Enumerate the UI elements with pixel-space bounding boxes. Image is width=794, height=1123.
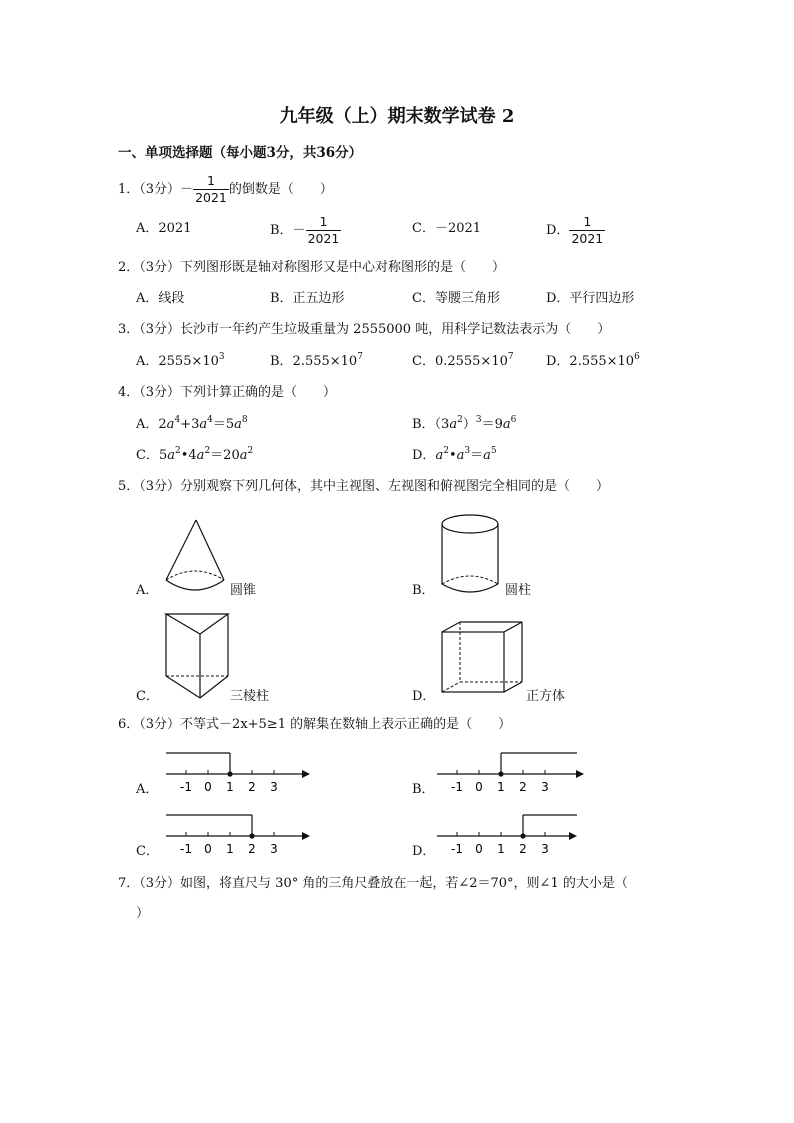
q3-option-c <box>412 352 514 369</box>
expr-var: a <box>502 417 511 432</box>
exponent: 6 <box>634 352 640 362</box>
q4-option-b <box>412 415 517 432</box>
expr-part: D． <box>412 448 436 463</box>
option-text: C．0.2555×10 <box>412 354 508 369</box>
q6-option-c-label: C． <box>136 844 159 859</box>
exponent: 6 <box>510 415 517 425</box>
option-text: D．2.555×10 <box>546 354 635 369</box>
q1-option-a: A．2021 <box>136 221 192 236</box>
tick-label: -1 <box>180 780 192 794</box>
q3-option-a <box>136 352 225 369</box>
q2-option-d: D．平行四边形 <box>546 291 635 306</box>
q6-option-b-label: B． <box>412 782 435 797</box>
number-line-a <box>166 748 311 800</box>
tick-label: 2 <box>248 842 256 856</box>
tick-label: -1 <box>451 842 463 856</box>
page-title: 九年级（上）期末数学试卷 2 <box>279 106 515 127</box>
triangular-prism-figure <box>164 612 234 704</box>
q4-option-c <box>136 446 254 463</box>
denominator: 2021 <box>571 230 604 246</box>
expr-var: a <box>456 448 465 463</box>
tick-label: 2 <box>519 842 527 856</box>
tick-label: 0 <box>204 842 212 856</box>
tick-label: 1 <box>497 842 505 856</box>
tick-label: 1 <box>497 780 505 794</box>
denominator: 2021 <box>195 189 227 205</box>
expr-part: ＝9 <box>481 417 503 432</box>
q1-option-d <box>546 215 605 246</box>
expr-var: a <box>199 417 208 432</box>
option-label: B．－ <box>270 222 306 238</box>
exponent: 5 <box>490 446 497 456</box>
tick-label: 0 <box>204 780 212 794</box>
section-heading: 一、单项选择题（每小题3分，共36分） <box>118 145 363 161</box>
exponent: 8 <box>241 415 248 425</box>
question-5: 5．（3分）分别观察下列几何体，其中主视图、左视图和俯视图完全相同的是（ ） <box>118 479 610 494</box>
exponent: 2 <box>174 446 181 456</box>
q6-option-a-label: A． <box>136 782 159 797</box>
tick-label: -1 <box>451 780 463 794</box>
expr-part: •4 <box>180 448 197 463</box>
q3-option-d <box>546 352 640 369</box>
q4-option-a <box>136 415 248 432</box>
fraction <box>193 174 229 205</box>
tick-label: 1 <box>226 780 234 794</box>
option-text: B．2.555×10 <box>270 354 358 369</box>
q1-option-c: C．－2021 <box>412 221 482 236</box>
tick-label: 1 <box>226 842 234 856</box>
numerator: 1 <box>193 174 229 190</box>
q2-option-a: A．线段 <box>136 291 185 306</box>
q5-option-c-label: C． <box>136 689 159 704</box>
exponent: 4 <box>207 415 213 425</box>
tick-label: 3 <box>270 780 278 794</box>
q5-option-d-name: 正方体 <box>526 689 566 704</box>
exponent: 7 <box>507 352 514 362</box>
expr-part: ＝5 <box>212 417 235 432</box>
q5-option-d-label: D． <box>412 689 436 704</box>
question-1 <box>118 174 333 205</box>
q2-option-c: C．等腰三角形 <box>412 291 500 306</box>
tick-label: -1 <box>180 842 192 856</box>
expr-part: C．5 <box>136 448 168 463</box>
tick-label: 0 <box>475 780 483 794</box>
question-7-continued: ） <box>136 906 150 921</box>
expr-part: ＝ <box>470 448 484 463</box>
tick-label: 3 <box>270 842 278 856</box>
expr-part: +3 <box>180 417 200 432</box>
tick-label: 3 <box>541 842 549 856</box>
q3-option-b <box>270 352 363 369</box>
tick-label: 2 <box>248 780 256 794</box>
exponent: 3 <box>475 415 482 425</box>
q5-option-b-label: B． <box>412 583 435 598</box>
expr-part: B．（3 <box>412 417 450 432</box>
expr-var: a <box>239 448 248 463</box>
question-2: 2．（3分）下列图形既是轴对称图形又是中心对称图形的是（ ） <box>118 260 506 275</box>
fraction <box>569 215 605 246</box>
numerator: 1 <box>306 215 342 231</box>
numerator: 1 <box>569 215 605 231</box>
exponent: 2 <box>443 446 449 456</box>
q2-option-b: B．正五边形 <box>270 291 345 306</box>
tick-label: 0 <box>475 842 483 856</box>
cylinder-figure <box>440 512 510 598</box>
q5-option-a-label: A． <box>136 583 159 598</box>
option-text: A．2555×10 <box>136 354 219 369</box>
exponent: 3 <box>218 352 225 362</box>
denominator: 2021 <box>307 230 340 246</box>
expr-var: a <box>483 448 491 463</box>
expr-var: a <box>166 417 175 432</box>
expr-part: ＝20 <box>210 448 240 463</box>
expr-var: a <box>167 448 175 463</box>
expr-part: ） <box>462 417 476 432</box>
question-7: 7．（3分）如图，将直尺与 30° 角的三角尺叠放在一起，若∠2＝70°，则∠1 的大小是（ <box>118 876 628 891</box>
exponent: 2 <box>204 446 211 456</box>
number-line-c <box>166 810 311 862</box>
question-number: 1．（3分） <box>118 181 181 197</box>
q5-option-a-name: 圆锥 <box>230 583 257 598</box>
expr-var: a <box>449 417 458 432</box>
expr-var: a <box>196 448 205 463</box>
exponent: 3 <box>464 446 471 456</box>
tick-label: 2 <box>519 780 527 794</box>
option-label: D． <box>546 222 570 238</box>
q6-option-d-label: D． <box>412 844 436 859</box>
exponent: 2 <box>247 446 254 456</box>
tick-label: 3 <box>541 780 549 794</box>
q5-option-b-name: 圆柱 <box>505 583 532 598</box>
expr-var: a <box>435 448 444 463</box>
exponent: 2 <box>457 415 463 425</box>
number-line-b <box>437 748 582 800</box>
exponent: 7 <box>357 352 363 362</box>
expr-part: A．2 <box>136 417 167 432</box>
expr-part: • <box>448 448 457 463</box>
cube-figure <box>440 620 526 694</box>
exponent: 4 <box>174 415 181 425</box>
question-tail: 的倒数是（ ） <box>228 181 333 197</box>
q5-option-c-name: 三棱柱 <box>230 689 270 704</box>
question-3: 3．（3分）长沙市一年约产生垃圾重量为 2555000 吨，用科学记数法表示为（ ） <box>118 322 611 337</box>
question-4: 4．（3分）下列计算正确的是（ ） <box>118 385 337 400</box>
q1-option-b <box>270 215 341 246</box>
minus-sign: － <box>180 181 194 197</box>
fraction <box>306 215 342 246</box>
question-6: 6．（3分）不等式－2x+5≥1 的解集在数轴上表示正确的是（ ） <box>118 717 512 732</box>
q4-option-d <box>412 446 497 463</box>
number-line-d <box>437 810 582 862</box>
expr-var: a <box>234 417 242 432</box>
